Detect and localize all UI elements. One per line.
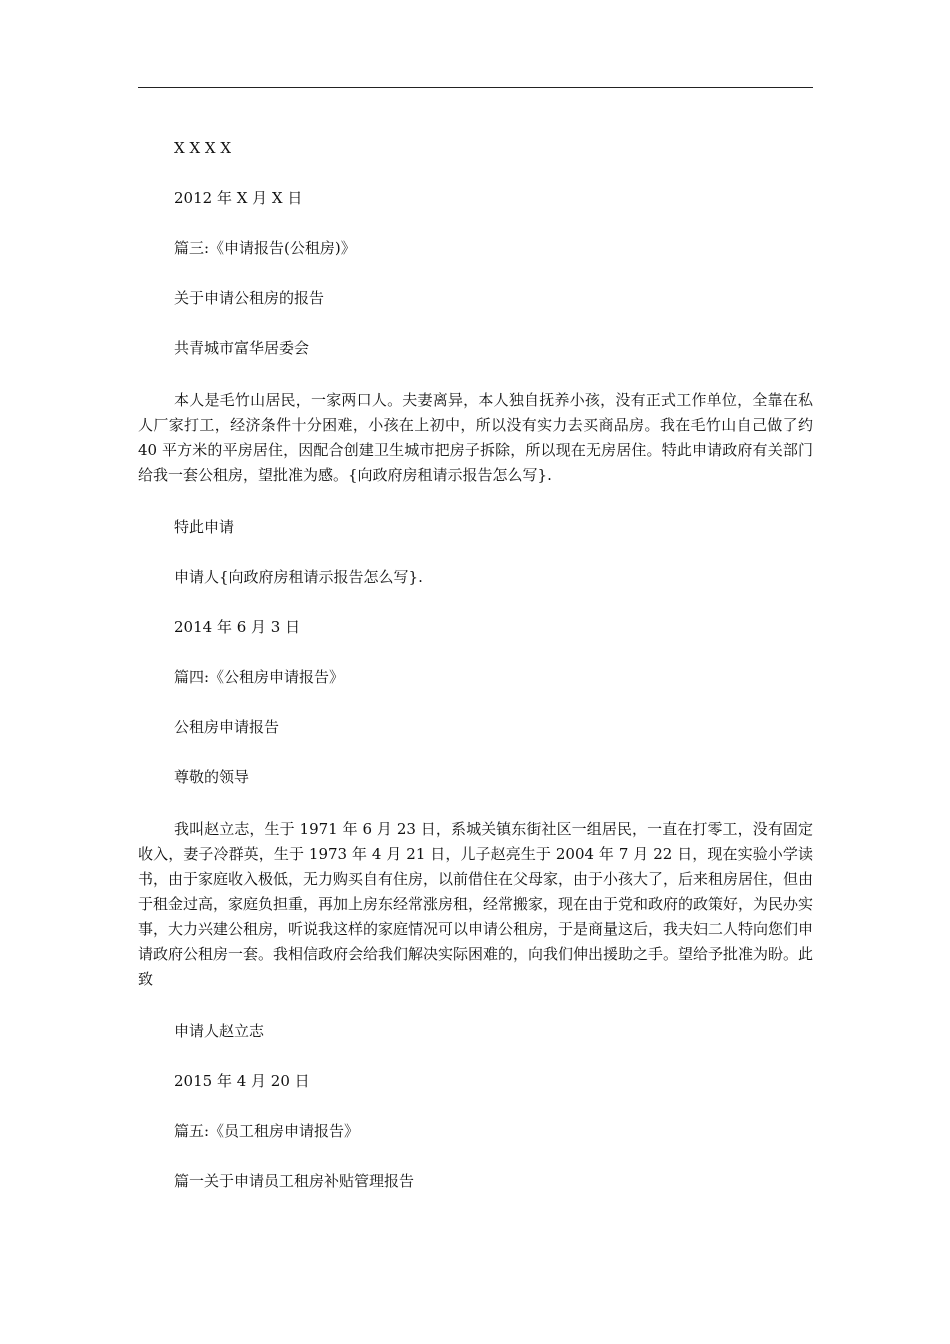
report-title: 篇一关于申请员工租房补贴管理报告	[174, 1172, 415, 1190]
closing-line: 特此申请	[174, 518, 235, 536]
report-title: 公租房申请报告	[174, 718, 280, 736]
applicant-line: 申请人{向政府房租请示报告怎么写}.	[174, 568, 423, 586]
report-title: 关于申请公租房的报告	[174, 289, 325, 307]
salutation-line: 尊敬的领导	[174, 768, 250, 786]
date-line: 2012 年 X 月 X 日	[174, 189, 303, 207]
section-heading: 篇五:《员工租房申请报告》	[174, 1122, 360, 1140]
body-paragraph: 我叫赵立志，生于 1971 年 6 月 23 日，系城关镇东街社区一组居民，一直在打零工，没有固定收入，妻子冷群英，生于 1973 年 4 月 21 日，儿子赵亮生于 2004 年 7 月 22 日，现在实验小学读书，由于家庭收入极低，无力购买自有住房，以前借住在父母家，由于小孩大了，后来租房居住，但由于租金过高，家庭负担重，再加上房东经常涨房租，经常搬家，现在由于党和政府的政策好，为民办实事，大力兴建公租房，听说我这样的家庭情况可以申请公租房，于是商量这后，我夫妇二人特向您们申请政府公租房一套。我相信政府会给我们解决实际困难的，向我们伸出援助之手。望给予批准为盼。此致	[138, 820, 814, 988]
section-heading: 篇四:《公租房申请报告》	[174, 668, 345, 686]
date-line: 2014 年 6 月 3 日	[174, 618, 301, 636]
recipient-line: 共青城市富华居委会	[174, 339, 310, 357]
date-line: 2015 年 4 月 20 日	[174, 1072, 310, 1090]
header-rule	[138, 87, 813, 88]
signature-placeholder: X X X X	[174, 139, 232, 157]
document-body	[138, 138, 813, 1221]
section-heading: 篇三:《申请报告(公租房)》	[174, 239, 356, 257]
body-paragraph: 本人是毛竹山居民，一家两口人。夫妻离异，本人独自抚养小孩，没有正式工作单位，全靠在私人厂家打工，经济条件十分困难，小孩在上初中，所以没有实力去买商品房。我在毛竹山自己做了约 40 平方米的平房居住，因配合创建卫生城市把房子拆除，所以现在无房居住。特此申请政府有关部门给我一套公租房，望批准为感。{向政府房租请示报告怎么写}.	[138, 391, 813, 484]
applicant-line: 申请人赵立志	[174, 1022, 265, 1040]
